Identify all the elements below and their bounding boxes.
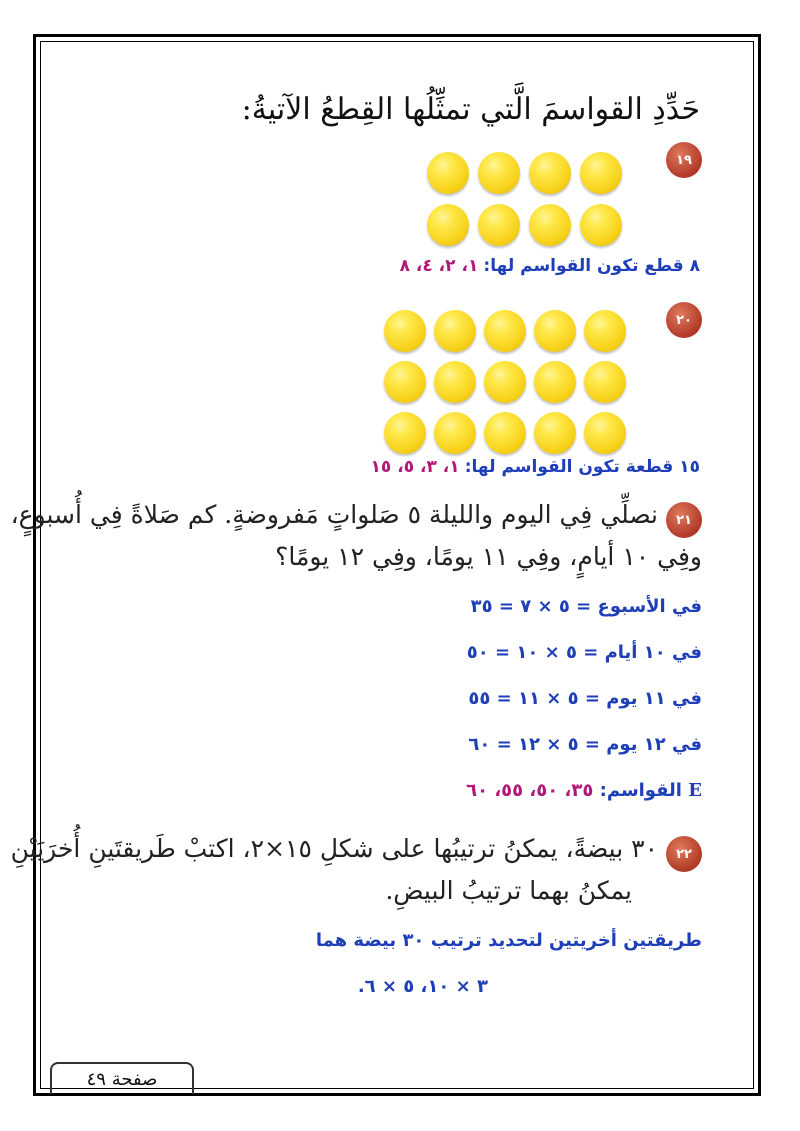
coin-counter: [580, 152, 622, 194]
page-title: حَدِّدِ القواسمَ الَّتي تمثِّلُها القِطعُ الآتيةُ:: [241, 92, 700, 127]
question-22-line-2: يمكنُ بهما ترتيبُ البيضِ.: [385, 876, 632, 905]
calc-line: [468, 734, 702, 755]
answer-20: [371, 457, 700, 477]
question-22-line-1: ٣٠ بيضةً، يمكنُ ترتيبُها على شكلِ ١٥×٢، اكتبْ طَريقتَينِ أُخرَيَيْنِ: [10, 834, 658, 863]
coin-counter: [584, 412, 626, 454]
coin-counter: [384, 310, 426, 352]
coin-counter: [484, 361, 526, 403]
coin-counter: [434, 412, 476, 454]
answer-22-line-2: ٣ × ١٠، ٥ × ٦.: [357, 976, 488, 997]
answer-19-divisors: ١، ٢، ٤، ٨: [399, 256, 479, 276]
coin-counter: [534, 412, 576, 454]
calc-line: [471, 596, 702, 617]
calc-10-days: في ١٠ أيام = ٥ × ١٠ = ٥٠: [466, 642, 702, 663]
coin-counter: [434, 361, 476, 403]
coin-counter: [534, 310, 576, 352]
question-21-line-2: وفِي ١٠ أيامٍ، وفِي ١١ يومًا، وفِي ١٢ يومًا؟: [275, 542, 702, 571]
calc-week: في الأسبوع = ٥ × ٧ = ٣٥: [470, 596, 702, 617]
answer-19-text: ٨ قطع تكون القواسم لها:: [483, 256, 700, 276]
coin-counter: [484, 412, 526, 454]
coin-array-19: [427, 152, 622, 246]
question-21-line-1: نصلِّي فِي اليوم والليلة ٥ صَلواتٍ مَفروضةٍ. كم صَلاةً فِي أُسبوعٍ،: [10, 500, 658, 529]
answer-letter: E: [688, 780, 702, 801]
page-number-tab: صفحة ٤٩: [50, 1062, 194, 1094]
coin-counter: [584, 310, 626, 352]
answer-20-divisors: ١، ٣، ٥، ١٥: [370, 457, 460, 477]
answer-20-text: ١٥ قطعة تكون القواسم لها:: [464, 457, 700, 477]
coin-counter: [584, 361, 626, 403]
coin-array-20: [384, 310, 626, 454]
coin-counter: [484, 310, 526, 352]
question-number-badge: ٢١: [666, 502, 702, 538]
question-number-badge: ١٩: [666, 142, 702, 178]
coin-counter: [427, 152, 469, 194]
divisors-label: القواسم:: [599, 780, 682, 801]
calc-line: [468, 688, 702, 709]
coin-counter: [384, 412, 426, 454]
coin-counter: [427, 204, 469, 246]
answer-19: [400, 256, 700, 276]
calc-12-days: في ١٢ يوم = ٥ × ١٢ = ٦٠: [468, 734, 702, 755]
calc-11-days: في ١١ يوم = ٥ × ١١ = ٥٥: [468, 688, 702, 709]
answer-22-line-1: طريقتين أخريتين لتحديد ترتيب ٣٠ بيضة هما: [315, 930, 702, 951]
coin-counter: [529, 204, 571, 246]
coin-counter: [478, 152, 520, 194]
coin-counter: [384, 361, 426, 403]
coin-counter: [534, 361, 576, 403]
calc-line: [467, 642, 702, 663]
coin-counter: [529, 152, 571, 194]
question-number-badge: ٢٠: [666, 302, 702, 338]
question-number-badge: ٢٢: [666, 836, 702, 872]
divisors-values: ٣٥، ٥٠، ٥٥، ٦٠: [466, 780, 594, 801]
coin-counter: [580, 204, 622, 246]
divisors-summary: [466, 780, 702, 801]
coin-counter: [434, 310, 476, 352]
coin-counter: [478, 204, 520, 246]
